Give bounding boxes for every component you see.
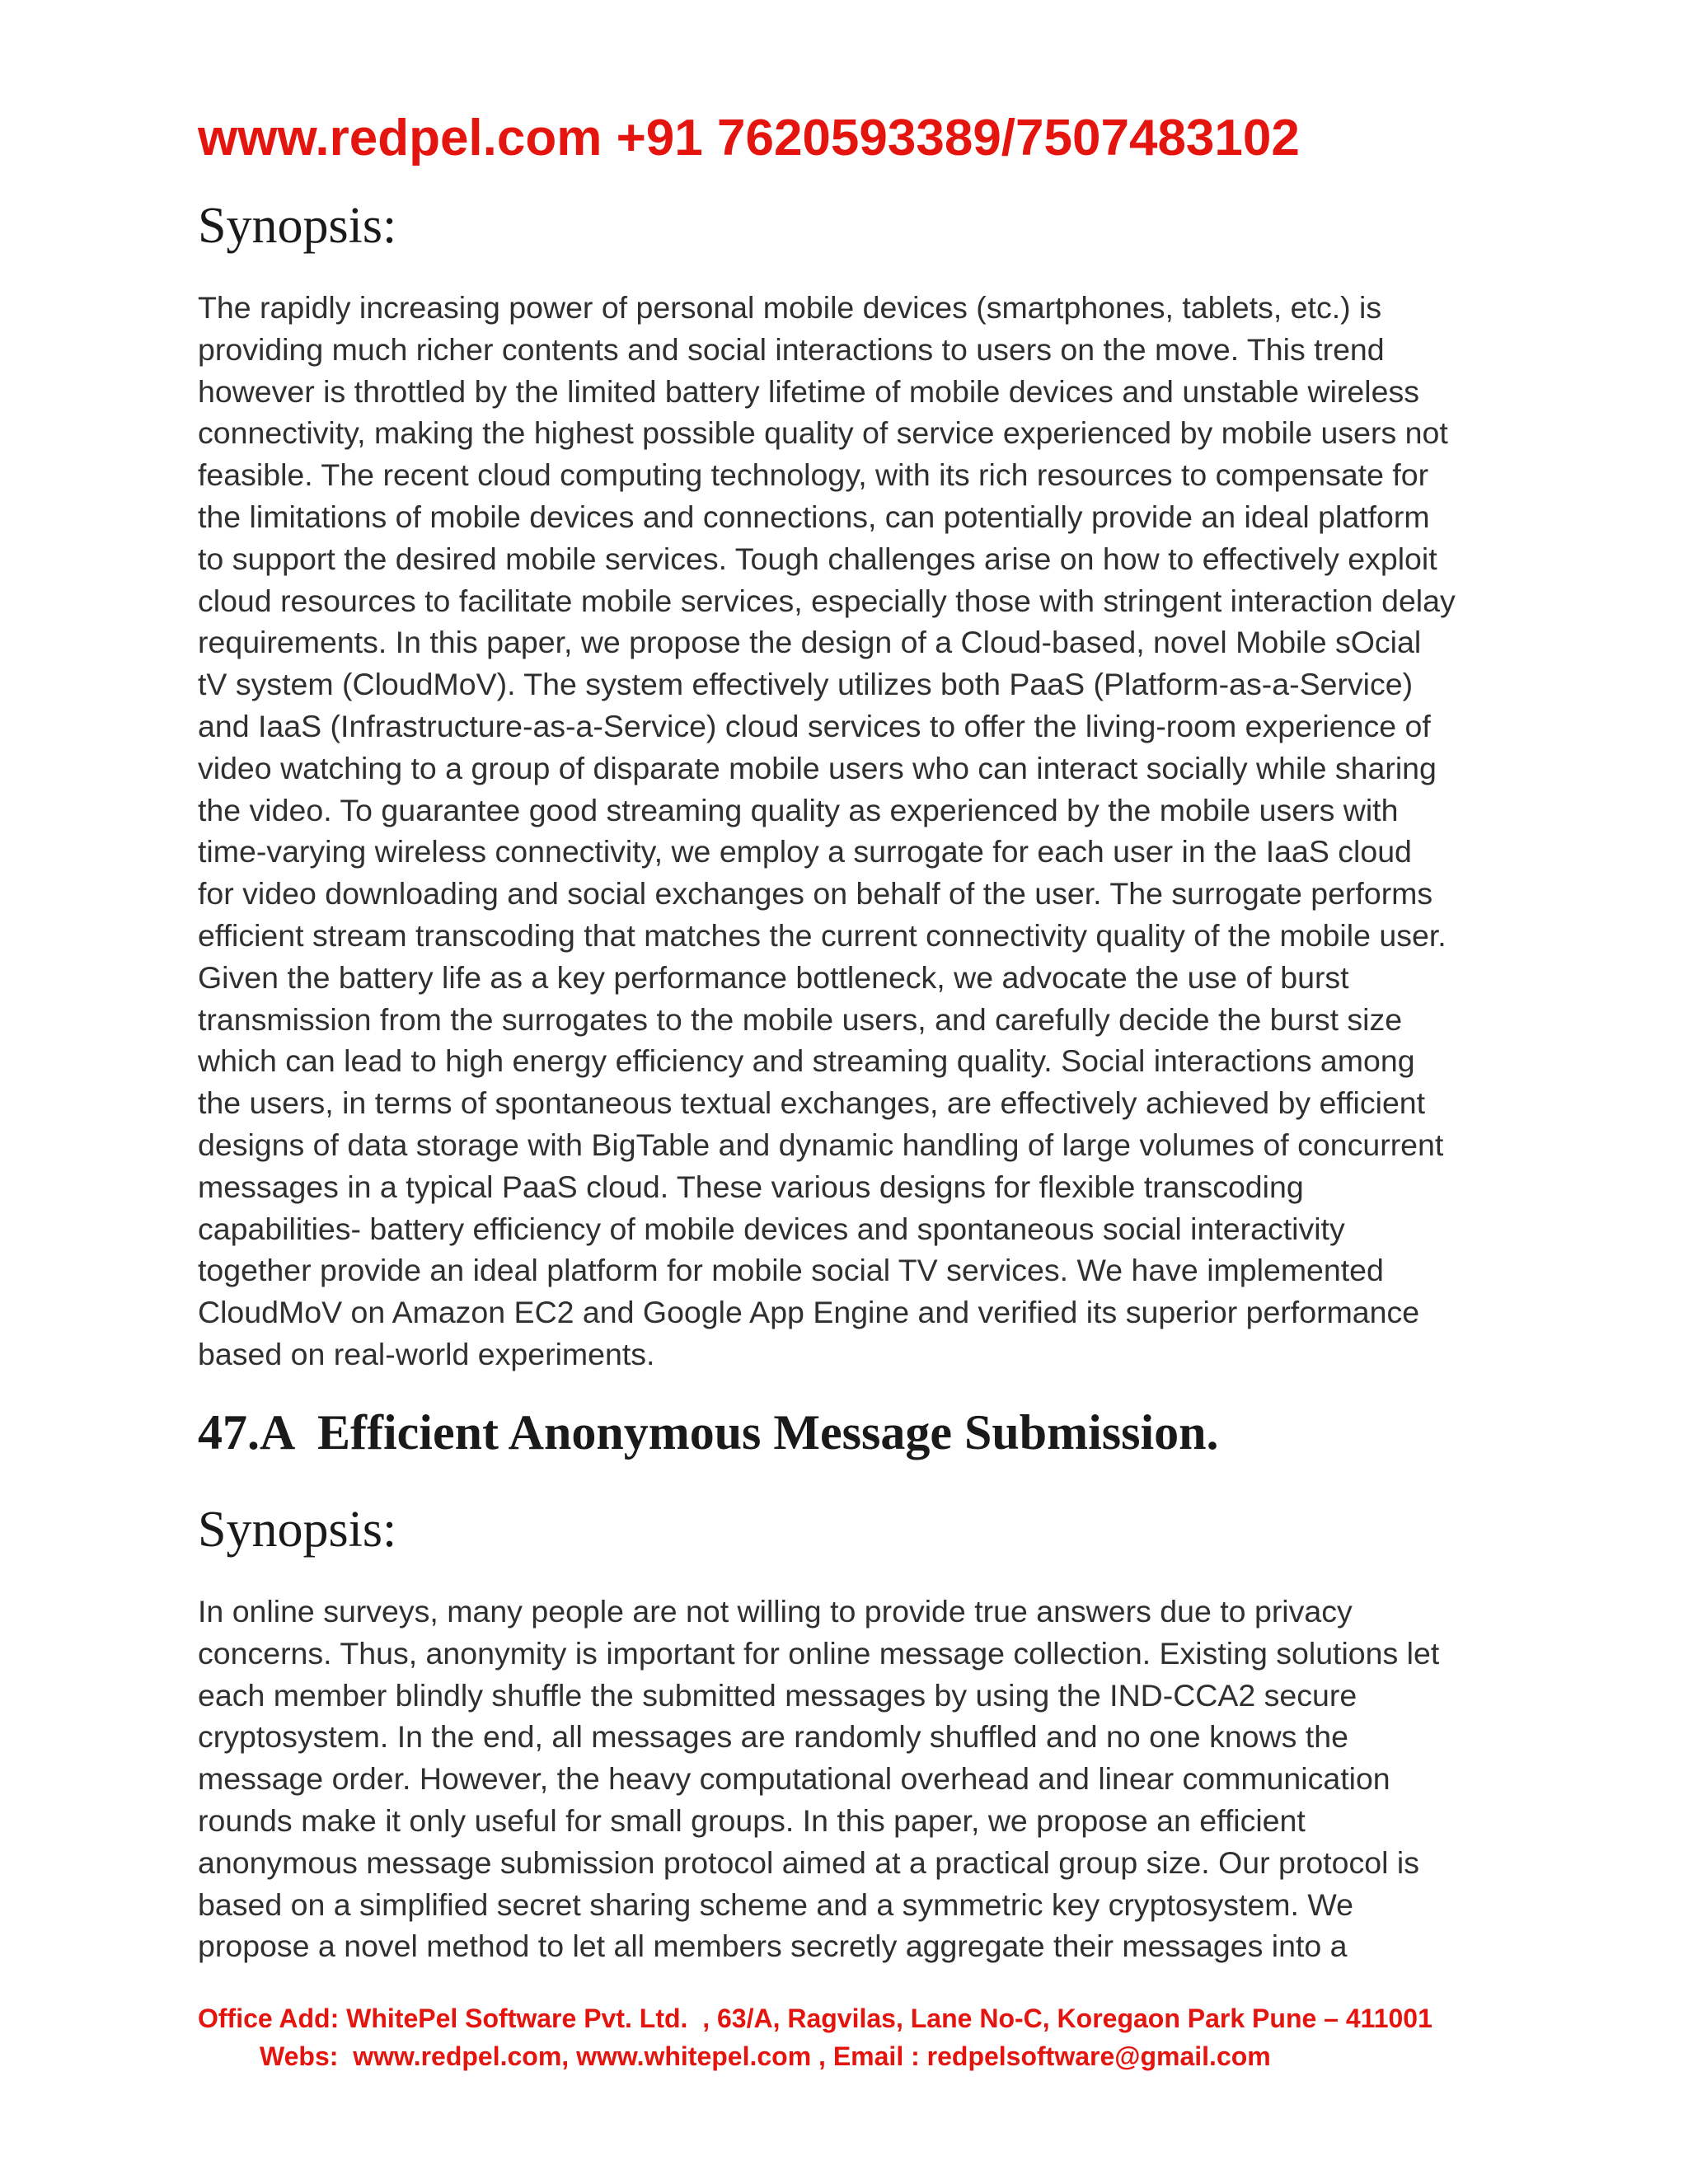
footer-office-address: Office Add: WhitePel Software Pvt. Ltd. , 63/A, Ragvilas, Lane No-C, Koregaon Park Pune – 411001 bbox=[198, 2004, 1432, 2033]
synopsis-paragraph-1 bbox=[198, 287, 1456, 1376]
paragraph-line: rounds make it only useful for small groups. In this paper, we propose an efficient bbox=[198, 1802, 1306, 1838]
footer-websites-email: Webs: www.redpel.com, www.whitepel.com , Email : redpelsoftware@gmail.com bbox=[260, 2041, 1271, 2071]
paragraph-line: concerns. Thus, anonymity is important for online message collection. Existing solutions let bbox=[198, 1635, 1440, 1671]
paragraph-line: feasible. The recent cloud computing technology, with its rich resources to compensate for bbox=[198, 457, 1429, 493]
paragraph-line: requirements. In this paper, we propose the design of a Cloud-based, novel Mobile sOcial bbox=[198, 625, 1422, 660]
paragraph-line: The rapidly increasing power of personal mobile devices (smartphones, tablets, etc.) is bbox=[198, 290, 1382, 325]
paragraph-line: for video downloading and social exchanges on behalf of the user. The surrogate performs bbox=[198, 876, 1433, 912]
paragraph-line: anonymous message submission protocol aimed at a practical group size. Our protocol is bbox=[198, 1844, 1419, 1880]
paragraph-line: propose a novel method to let all members secretly aggregate their messages into a bbox=[198, 1929, 1348, 1964]
paragraph-line: the video. To guarantee good streaming quality as experienced by the mobile users with bbox=[198, 792, 1399, 827]
paragraph-line: the users, in terms of spontaneous textual exchanges, are effectively achieved by efficient bbox=[198, 1085, 1426, 1121]
paragraph-line: CloudMoV on Amazon EC2 and Google App Engine and verified its superior performance bbox=[198, 1295, 1420, 1330]
paragraph-line: which can lead to high energy efficiency and streaming quality. Social interactions among bbox=[198, 1043, 1415, 1079]
paragraph-line: however is throttled by the limited battery lifetime of mobile devices and unstable wireless bbox=[198, 373, 1419, 409]
paragraph-line: tV system (CloudMoV). The system effectively utilizes both PaaS (Platform-as-a-Service) bbox=[198, 667, 1414, 702]
paragraph-line: designs of data storage with BigTable and dynamic handling of large volumes of concurrent bbox=[198, 1127, 1444, 1162]
page-footer bbox=[0, 1999, 1688, 2075]
paragraph-line: efficient stream transcoding that matches the current connectivity quality of the mobile user. bbox=[198, 917, 1447, 953]
synopsis-heading-2: Synopsis: bbox=[198, 1502, 397, 1558]
paragraph-line: cryptosystem. In the end, all messages are randomly shuffled and no one knows the bbox=[198, 1719, 1348, 1755]
paragraph-line: time-varying wireless connectivity, we employ a surrogate for each user in the IaaS cloud bbox=[198, 834, 1412, 869]
paragraph-line: In online surveys, many people are not willing to provide true answers due to privacy bbox=[198, 1594, 1353, 1629]
paragraph-line: capabilities- battery efficiency of mobile devices and spontaneous social interactivity bbox=[198, 1211, 1345, 1246]
paragraph-line: to support the desired mobile services. Tough challenges arise on how to effectively exploit bbox=[198, 541, 1437, 576]
synopsis-heading-1: Synopsis: bbox=[198, 198, 397, 254]
paragraph-line: each member blindly shuffle the submitted messages by using the IND-CCA2 secure bbox=[198, 1677, 1357, 1713]
paragraph-line: Given the battery life as a key performance bottleneck, we advocate the use of burst bbox=[198, 959, 1349, 995]
section-title-47a: 47.A Efficient Anonymous Message Submission. bbox=[198, 1405, 1219, 1460]
paragraph-line: together provide an ideal platform for mobile social TV services. We have implemented bbox=[198, 1253, 1384, 1288]
paragraph-line: video watching to a group of disparate mobile users who can interact socially while sharing bbox=[198, 750, 1437, 785]
paragraph-line: based on a simplified secret sharing scheme and a symmetric key cryptosystem. We bbox=[198, 1886, 1353, 1922]
paragraph-line: transmission from the surrogates to the mobile users, and carefully decide the burst size bbox=[198, 1001, 1403, 1037]
paragraph-line: based on real-world experiments. bbox=[198, 1336, 655, 1371]
synopsis-paragraph-2 bbox=[198, 1591, 1439, 1967]
paragraph-line: messages in a typical PaaS cloud. These various designs for flexible transcoding bbox=[198, 1169, 1304, 1204]
paragraph-line: providing much richer contents and social interactions to users on the move. This trend bbox=[198, 331, 1385, 367]
paragraph-line: the limitations of mobile devices and connections, can potentially provide an ideal platform bbox=[198, 499, 1430, 534]
paragraph-line: connectivity, making the highest possible quality of service experienced by mobile users not bbox=[198, 415, 1448, 451]
paragraph-line: and IaaS (Infrastructure-as-a-Service) cloud services to offer the living-room experience of bbox=[198, 708, 1431, 743]
paragraph-line: message order. However, the heavy computational overhead and linear communication bbox=[198, 1761, 1390, 1797]
paragraph-line: cloud resources to facilitate mobile services, especially those with stringent interaction delay bbox=[198, 583, 1456, 618]
header-contact-line: www.redpel.com +91 7620593389/7507483102 bbox=[198, 110, 1300, 166]
